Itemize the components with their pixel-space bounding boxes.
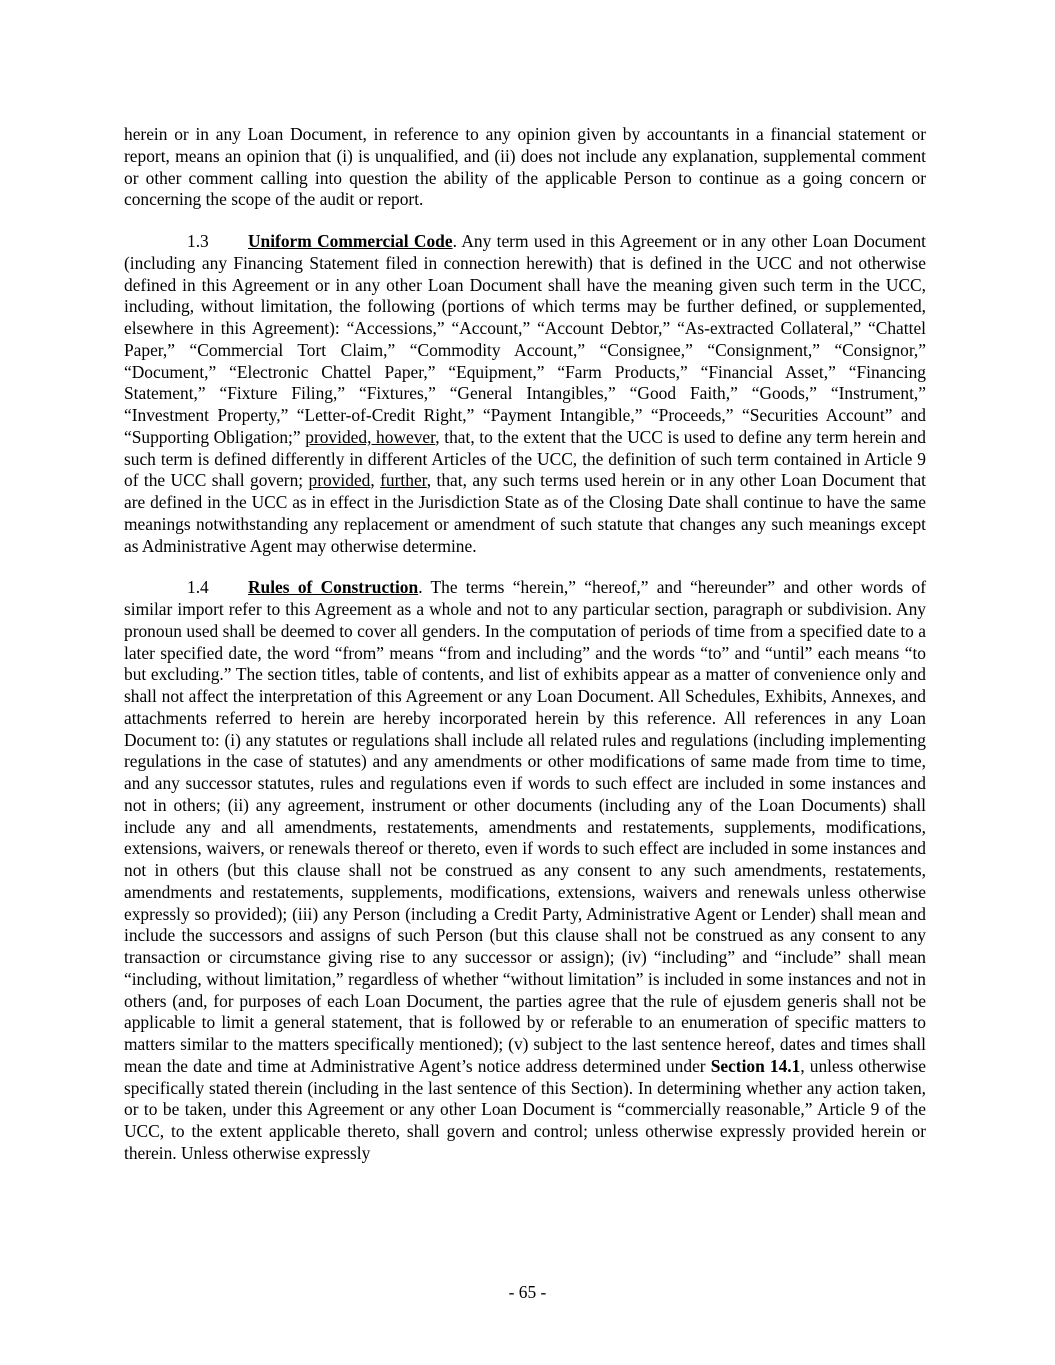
underlined-term: provided, however xyxy=(305,426,436,447)
section-1-4-paragraph xyxy=(124,577,926,1164)
section-text: , xyxy=(370,470,381,491)
section-text: , unless otherwise specifically stated therein (including in the last sentence of this Section). In determining whether any action taken, or to be taken, under this Agreement or any other Loan Document is “commercially reasonable,” Article 9 of the UCC, to the extent applicable thereto, shall govern and control; unless otherwise expressly provided herein or therein. Unless otherwise expressly xyxy=(124,1055,926,1163)
page-number: - 65 - xyxy=(508,1282,547,1302)
document-page xyxy=(124,124,926,1165)
section-heading: Rules of Construction xyxy=(248,577,419,598)
section-text: . The terms “herein,” “hereof,” and “hereunder” and other words of similar import refer to this Agreement as a whole and not to any particular section, paragraph or subdivision. Any pronoun used shall be deemed to cover all genders. In the computation of periods of time from a specified date to a later specified date, the word “from” means “from and including” and the words “to” and “until” each means “to but excluding.” The section titles, table of contents, and list of exhibits appear as a matter of convenience only and shall not affect the interpretation of this Agreement or any Loan Document. All Schedules, Exhibits, Annexes, and attachments referred to herein are hereby incorporated herein by this reference. All references in any Loan Document to: (i) any statutes or regulations shall include all related rules and regulations (including implementing regulations in the case of statutes) and any amendments or other modifications of same made from time to time, and any successor statutes, rules and regulations even if words to such effect are included in some instances and not in others; (ii) any agreement, instrument or other documents (including any of the Loan Documents) shall include any and all amendments, restatements, amendments and restatements, supplements, modifications, extensions, waivers, or renewals thereof or thereto, even if words to such effect are included in some instances and not in others (but this clause shall not be construed as any consent to any such amendments, restatements, amendments and restatements, supplements, modifications, extensions, waivers and renewals unless otherwise expressly so provided); (iii) any Person (including a Credit Party, Administrative Agent or Lender) shall mean and include the successors and assigns of such Person (but this clause shall not be construed as any consent to any transaction or circumstance giving rise to any successor or assign); (iv) “including” and “include” shall mean “including, without limitation,” regardless of whether “without limitation” is included in some instances and not in others (and, for purposes of each Loan Document, the parties agree that the rule of ejusdem generis shall not be applicable to limit a general statement, that is followed by or referable to an enumeration of specific matters to matters similar to the matters specifically mentioned); (v) subject to the last sentence hereof, dates and times shall mean the date and time at Administrative Agent’s notice address determined under xyxy=(124,577,926,1076)
section-text: . Any term used in this Agreement or in any other Loan Document (including any Financing Statement filed in connection herewith) that is defined in the UCC and not otherwise defined in this Agreement or in any other Loan Document shall have the meaning given such term in the UCC, including, without limitation, the following (portions of which terms may be further defined, or supplemented, elsewhere in this Agreement): “Accessions,” “Account,” “Account Debtor,” “As-extracted Collateral,” “Chattel Paper,” “Commercial Tort Claim,” “Commodity Account,” “Consignee,” “Consignment,” “Consignor,” “Document,” “Electronic Chattel Paper,” “Equipment,” “Farm Products,” “Financial Asset,” “Financing Statement,” “Fixture Filing,” “Fixtures,” “General Intangibles,” “Good Faith,” “Goods,” “Instrument,” “Investment Property,” “Letter-of-Credit Right,” “Payment Intangible,” “Proceeds,” “Securities Account” and “Supporting Obligation;” xyxy=(124,231,926,447)
section-1-3-paragraph xyxy=(124,231,926,557)
section-heading: Uniform Commercial Code xyxy=(248,231,453,251)
underlined-term: further xyxy=(380,470,427,491)
paragraph-continuation: herein or in any Loan Document, in reference to any opinion given by accountants in a financial statement or report, means an opinion that (i) is unqualified, and (ii) does not include any explanation, supplemental comment or other comment calling into question the ability of the applicable Person to continue as a going concern or concerning the scope of the audit or report. xyxy=(124,124,926,210)
underlined-term: provided xyxy=(308,470,371,491)
section-reference: Section 14.1 xyxy=(710,1055,801,1076)
section-number: 1.4 xyxy=(187,577,209,598)
section-number: 1.3 xyxy=(187,231,209,251)
section-text: , that, to the extent that the UCC is used to define any term herein and such term is defined differently in different Articles of the UCC, the definition of such term contained in Article 9 of the UCC shall govern; xyxy=(124,426,927,491)
section-text: , that, any such terms used herein or in any other Loan Document that are defined in the UCC as in effect in the Jurisdiction State as of the Closing Date shall continue to have the same meanings notwithstanding any replacement or amendment of such statute that changes any such meanings except as Administrative Agent may otherwise determine. xyxy=(124,470,926,556)
